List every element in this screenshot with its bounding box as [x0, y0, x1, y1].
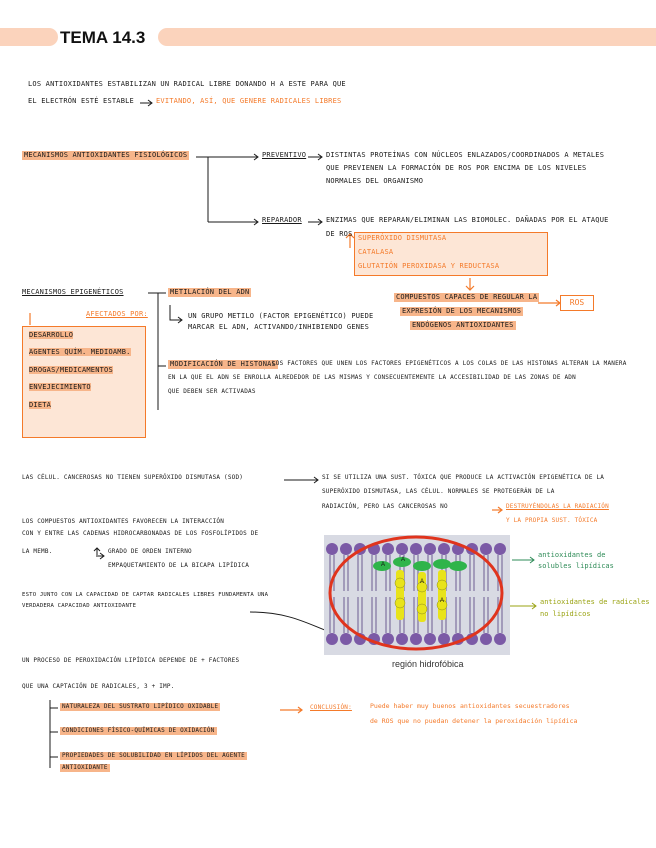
enzyme-item: GLUTATIÓN PEROXIDASA Y REDUCTASA: [358, 262, 500, 270]
mechanisms-heading: MECANISMOS ANTIOXIDANTES FISIOLÓGICOS: [24, 151, 188, 159]
methylation-label: METILACIÓN DEL ADN: [170, 288, 250, 296]
marker-a: A: [440, 598, 445, 604]
enzyme-item: CATALASA: [358, 248, 394, 256]
factor-item: DESARROLLO: [29, 331, 74, 339]
cancer-left: LAS CÉLUL. CANCEROSAS NO TIENEN SUPERÓXIDO DISMUTASA (SOD): [22, 474, 244, 481]
intro-line-2: EL ELECTRÓN ESTÉ ESTABLE: [28, 97, 134, 105]
histones-text-2: EN LA QUE EL ADN SE ENROLLA ALREDEDOR DE LAS MISMAS Y CONSECUENTEMENTE LA ACCESIBILIDAD DE LAS ZONAS DE ADN: [168, 374, 576, 381]
repair-text-1: ENZIMAS QUE REPARAN/ELIMINAN LAS BIOMOLEC. DAÑADAS POR EL ATAQUE: [326, 216, 609, 224]
cancer-right-2: SUPERÓXIDO DISMUTASA, LAS CÉLUL. NORMALES SE PROTEGERÁN DE LA: [322, 488, 555, 495]
peroxidation-line-2: QUE UNA CAPTACIÓN DE RADICALES, 3 + IMP.: [22, 683, 175, 690]
header-bar-left: [0, 28, 58, 46]
intro-line-1: LOS ANTIOXIDANTES ESTABILIZAN UN RADICAL LIBRE DONANDO H A ESTE PARA QUE: [28, 80, 346, 88]
peroxidation-factor: PROPIEDADES DE SOLUBILIDAD EN LÍPIDOS DEL AGENTE: [62, 752, 245, 759]
header-bar-right: [158, 28, 656, 46]
green-note-1: antioxidantes de: [538, 551, 606, 559]
peroxidation-factor: NATURALEZA DEL SUSTRATO LIPÍDICO OXIDABLE: [62, 703, 219, 710]
marker-a: A: [381, 562, 386, 568]
compounds-line-2: EXPRESIÓN DE LOS MECANISMOS: [402, 307, 522, 315]
preventive-text-3: NORMALES DEL ORGANISMO: [326, 177, 424, 185]
compounds-line-3: ENDÓGENOS ANTIOXIDANTES: [412, 321, 514, 329]
histones-text-1: LOS FACTORES QUE UNEN LOS FACTORES EPIGENÉTICOS A LOS COLAS DE LAS HISTONAS ALTERAN LA MANERA: [272, 360, 627, 367]
membrane-line-3: LA MEMB.: [22, 548, 53, 555]
cancer-note-2: Y LA PROPIA SUST. TÓXICA: [506, 517, 598, 524]
repair-text-2: DE ROS: [326, 230, 353, 238]
affected-label: AFECTADOS POR:: [86, 310, 148, 318]
preventive-text-2: QUE PREVIENEN LA FORMACIÓN DE ROS POR ENCIMA DE LOS NIVELES: [326, 164, 587, 172]
factor-item: ENVEJECIMIENTO: [29, 383, 91, 392]
repair-label: REPARADOR: [262, 216, 302, 224]
membrane-line-2: CON Y ENTRE LAS CADENAS HIDROCARBONADAS DE LOS FOSFOLÍPIDOS DE: [22, 530, 259, 537]
membrane-line-5: VERDADERA CAPACIDAD ANTIOXIDANTE: [22, 603, 137, 609]
marker-a: A: [401, 557, 406, 563]
cancer-right-3: RADIACIÓN, PERO LAS CANCEROSAS NO: [322, 503, 448, 510]
preventive-text-1: DISTINTAS PROTEÍNAS CON NÚCLEOS ENLAZADOS/COORDINADOS A METALES: [326, 151, 605, 159]
methylation-text-2: MARCAR EL ADN, ACTIVANDO/INHIBIENDO GENES: [188, 323, 369, 331]
ros-badge: ROS: [560, 295, 594, 311]
marker-a: A: [420, 579, 425, 585]
lipid-bilayer-diagram: [324, 535, 510, 670]
membrane-figure: [324, 535, 510, 670]
cancer-right-1: SI SE UTILIZA UNA SUST. TÓXICA QUE PRODUCE LA ACTIVACIÓN EPIGENÉTICA DE LA: [322, 474, 605, 481]
intro-note: EVITANDO, ASÍ, QUE GENERE RADICALES LIBRES: [156, 97, 342, 105]
conclusion-label: CONCLUSIÓN:: [310, 704, 352, 711]
histones-text-3: QUE DEBEN SER ACTIVADAS: [168, 388, 256, 395]
membrane-item-2: EMPAQUETAMIENTO DE LA BICAPA LIPÍDICA: [108, 562, 250, 569]
conclusion-line-1: Puede haber muy buenos antioxidantes secuestradores: [370, 702, 570, 710]
factor-item: DIETA: [29, 400, 52, 409]
factors-box: [22, 326, 146, 438]
preventive-label: PREVENTIVO: [262, 151, 307, 159]
enzyme-item: SUPERÓXIDO DISMUTASA: [358, 234, 447, 242]
histones-label: MODIFICACIÓN DE HISTONAS: [170, 360, 276, 368]
peroxidation-factor-cont: ANTIOXIDANTE: [62, 764, 108, 771]
peroxidation-factor: CONDICIONES FÍSICO-QUÍMICAS DE OXIDACIÓN: [62, 727, 215, 734]
factor-item: AGENTES QUÍM. MEDIOAMB.: [29, 348, 131, 357]
peroxidation-line-1: UN PROCESO DE PEROXIDACIÓN LIPÍDICA DEPENDE DE + FACTORES: [22, 657, 240, 664]
compounds-line-1: COMPUESTOS CAPACES DE REGULAR LA: [396, 293, 538, 301]
membrane-line-1: LOS COMPUESTOS ANTIOXIDANTES FAVORECEN LA INTERACCIÓN: [22, 518, 225, 525]
membrane-line-4: ESTO JUNTO CON LA CAPACIDAD DE CAPTAR RADICALES LIBRES FUNDAMENTA UNA: [22, 592, 269, 598]
green-note-2: solubles lipídicas: [538, 562, 614, 570]
factor-item: DROGAS/MEDICAMENTOS: [29, 365, 113, 374]
cancer-note-1: DESTRUYÉNDOLAS LA RADIACIÓN: [506, 503, 609, 510]
epigenetic-heading: MECANISMOS EPIGENÉTICOS: [22, 288, 124, 296]
figure-caption: región hidrofóbica: [392, 659, 464, 669]
olive-note-1: antioxidantes de radicales: [540, 598, 650, 606]
membrane-item-1: GRADO DE ORDEN INTERNO: [108, 548, 192, 555]
olive-note-2: no lipídicos: [540, 610, 591, 618]
methylation-text-1: UN GRUPO METILO (FACTOR EPIGENÉTICO) PUEDE: [188, 312, 374, 320]
conclusion-line-2: de ROS que no puedan detener la peroxidación lipídica: [370, 717, 578, 725]
page-title: TEMA 14.3: [60, 28, 146, 47]
